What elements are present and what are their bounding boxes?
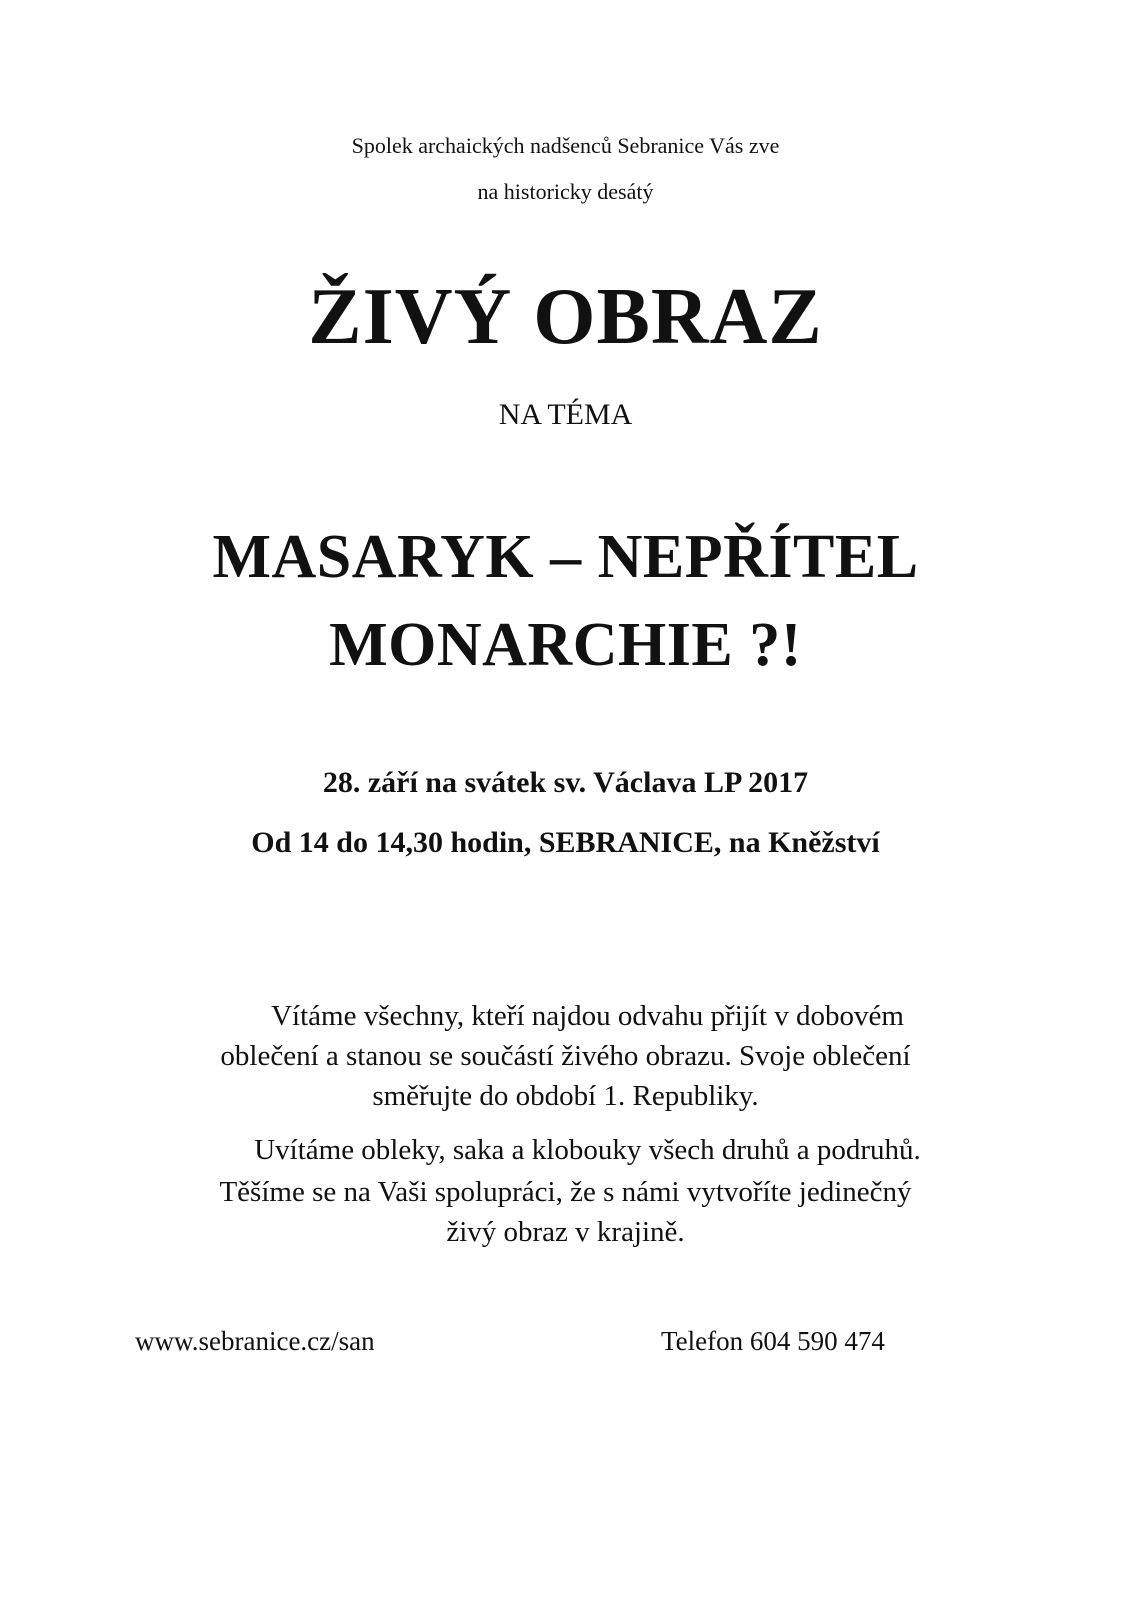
invitation-line-1: Spolek archaických nadšenců Sebranice Vás zve (351, 133, 780, 158)
body-paragraph-1-line-1: Vítáme všechny, kteří najdou odvahu přijít v dobovém (271, 1000, 904, 1032)
event-time-place: Od 14 do 14,30 hodin, SEBRANICE, na Kněžství (251, 826, 880, 859)
footer-phone: Telefon 604 590 474 (661, 1326, 885, 1356)
event-date: 28. září na svátek sv. Václava LP 2017 (322, 766, 809, 799)
invitation-line-2: na historicky desátý (477, 179, 654, 204)
body-paragraph-1-line-2: oblečení a stanou se součástí živého obrazu. Svoje oblečení (220, 1040, 911, 1072)
body-paragraph-1-line-3: směřujte do období 1. Republiky. (372, 1080, 759, 1112)
body-paragraph-2-line-1: Uvítáme obleky, saka a klobouky všech druhů a podruhů. (254, 1134, 921, 1166)
theme-line-2: MONARCHIE ?! (329, 611, 802, 679)
theme-line-1: MASARYK – NEPŘÍTEL (212, 523, 919, 591)
poster-title: ŽIVÝ OBRAZ (308, 273, 823, 361)
body-paragraph-2-line-3: živý obraz v krajině. (446, 1216, 685, 1248)
footer-website: www.sebranice.cz/san (135, 1326, 375, 1356)
poster-subtitle: NA TÉMA (498, 398, 633, 431)
body-paragraph-2-line-2: Těšíme se na Vaši spolupráci, že s námi vytvoříte jedinečný (219, 1176, 912, 1208)
